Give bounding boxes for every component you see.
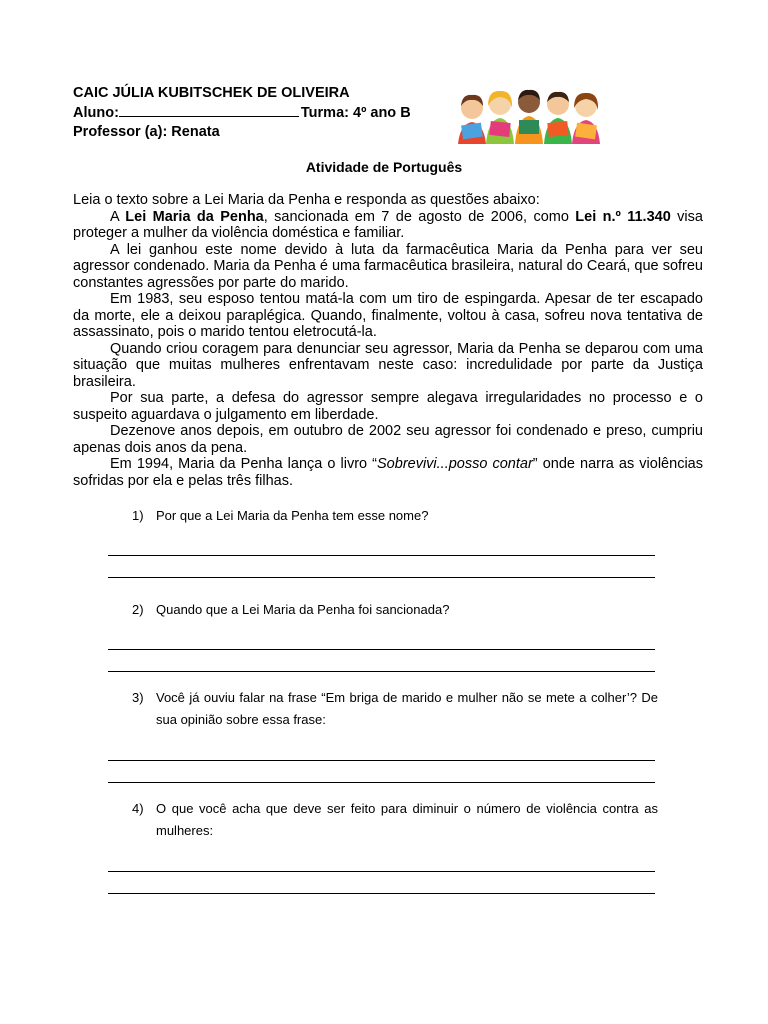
question-text: Por que a Lei Maria da Penha tem esse nome? [156, 508, 429, 523]
question-number: 4) [132, 801, 144, 816]
question-text: Quando que a Lei Maria da Penha foi sancionada? [156, 602, 450, 617]
class-label: Turma: 4º ano B [300, 105, 411, 121]
paragraph: Em 1994, Maria da Penha lança o livro “Sobrevivi...posso contar” onde narra as violências sofridas por ela e pelas três filhas. [73, 456, 703, 489]
question-number: 1) [132, 508, 144, 523]
paragraph: A lei ganhou este nome devido à luta da farmacêutica Maria da Penha para ver seu agressor condenado. Maria da Penha é uma farmacêutica brasileira, natural do Ceará, que sofreu constantes agressões por parte do marido. [73, 241, 703, 291]
teacher-label: Professor (a): Renata [73, 124, 220, 140]
paragraph: A Lei Maria da Penha, sancionada em 7 de agosto de 2006, como Lei n.º 11.340 visa proteger a mulher da violência doméstica e familiar. [73, 208, 703, 241]
student-label: Aluno: [73, 105, 119, 121]
school-name: CAIC JÚLIA KUBITSCHEK DE OLIVEIRA [73, 85, 350, 101]
answer-line[interactable] [108, 555, 655, 556]
reading-text [73, 192, 703, 489]
answer-line[interactable] [108, 782, 655, 783]
question-number: 3) [132, 690, 144, 705]
question-text: O que você acha que deve ser feito para diminuir o número de violência contra as mulheres: [156, 801, 658, 838]
question-number: 2) [132, 602, 144, 617]
student-name-blank[interactable] [119, 103, 299, 117]
paragraph: Dezenove anos depois, em outubro de 2002 seu agressor foi condenado e preso, cumpriu apenas dois anos da pena. [73, 423, 703, 456]
answer-line[interactable] [108, 871, 655, 872]
paragraph: Quando criou coragem para denunciar seu agressor, Maria da Penha se deparou com uma situação que muitas mulheres enfrentavam neste caso: incredulidade por parte da Justiça brasileira. [73, 340, 703, 390]
child-figure [486, 91, 514, 144]
child-figure [544, 92, 572, 144]
header-block [73, 84, 411, 142]
child-figure [515, 90, 543, 144]
children-reading-icon [454, 84, 604, 146]
question-text: Você já ouviu falar na frase “Em briga de marido e mulher não se mete a colher’? De sua opinião sobre essa frase: [156, 690, 658, 727]
intro-text: Leia o texto sobre a Lei Maria da Penha e responda as questões abaixo: [73, 192, 540, 208]
paragraph: Em 1983, seu esposo tentou matá-la com um tiro de espingarda. Apesar de ter escapado da morte, ele a deixou paraplégica. Quando, finalmente, voltou à casa, sofreu nova tentativa de assassinato, pois o marido tentou eletrocutá-la. [73, 291, 703, 340]
child-figure [572, 93, 600, 144]
child-figure [458, 95, 486, 144]
answer-line[interactable] [108, 893, 655, 894]
answer-line[interactable] [108, 671, 655, 672]
paragraph: Por sua parte, a defesa do agressor sempre alegava irregularidades no processo e o suspeito aguardava o julgamento em liberdade. [73, 390, 703, 423]
answer-line[interactable] [108, 577, 655, 578]
student-class-line [73, 103, 411, 123]
page-title: Atividade de Português [305, 159, 463, 175]
answer-line[interactable] [108, 649, 655, 650]
answer-line[interactable] [108, 760, 655, 761]
